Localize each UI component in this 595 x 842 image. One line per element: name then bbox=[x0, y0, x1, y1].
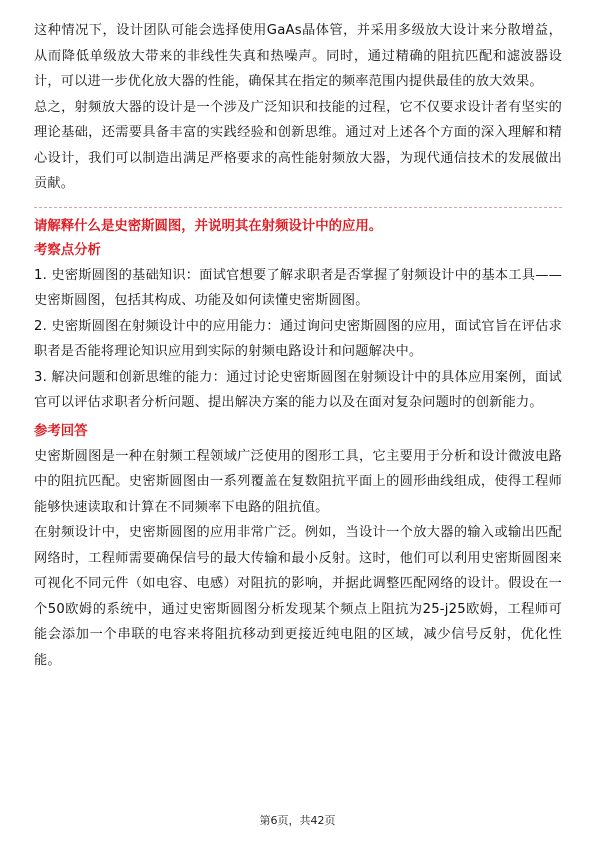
analysis-point: 2. 史密斯圆图在射频设计中的应用能力：通过询问史密斯圆图的应用，面试官旨在评估求职者是否能将理论知识应用到实际的射频电路设计和问题解决中。 bbox=[34, 318, 562, 359]
page-number-footer: 第6页，共42页 bbox=[259, 814, 336, 827]
document-page bbox=[34, 18, 562, 673]
answer-heading: 参考回答 bbox=[34, 423, 88, 439]
section-divider bbox=[34, 207, 562, 208]
intro-paragraph: 总之，射频放大器的设计是一个涉及广泛知识和技能的过程，它不仅要求设计者有坚实的理论基础，还需要具备丰富的实践经验和创新思维。通过对上述各个方面的深入理解和精心设计，我们可以制造出满足严格要求的高性能射频放大器，为现代通信技术的发展做出贡献。 bbox=[34, 99, 562, 191]
answer-paragraph: 史密斯圆图是一种在射频工程领域广泛使用的图形工具，它主要用于分析和设计微波电路中的阻抗匹配。史密斯圆图由一系列覆盖在复数阻抗平面上的圆形曲线组成，使得工程师能够快速读取和计算在不同频率下电路的阻抗值。 bbox=[34, 448, 562, 515]
analysis-point: 3. 解决问题和创新思维的能力：通过讨论史密斯圆图在射频设计中的具体应用案例，面试官可以评估求职者分析问题、提出解决方案的能力以及在面对复杂问题时的创新能力。 bbox=[34, 369, 562, 410]
analysis-heading: 考察点分析 bbox=[34, 242, 101, 258]
analysis-point: 1. 史密斯圆图的基础知识：面试官想要了解求职者是否掌握了射频设计中的基本工具——史密斯圆图，包括其构成、功能及如何读懂史密斯圆图。 bbox=[34, 267, 562, 308]
intro-paragraph: 这种情况下，设计团队可能会选择使用GaAs晶体管，并采用多级放大设计来分散增益，从而降低单级放大带来的非线性失真和热噪声。同时，通过精确的阻抗匹配和滤波器设计，可以进一步优化放大器的性能，确保其在指定的频率范围内提供最佳的放大效果。 bbox=[34, 23, 562, 89]
interview-question: 请解释什么是史密斯圆图，并说明其在射频设计中的应用。 bbox=[34, 218, 383, 234]
answer-paragraph: 在射频设计中，史密斯圆图的应用非常广泛。例如，当设计一个放大器的输入或输出匹配网络时，工程师需要确保信号的最大传输和最小反射。这时，他们可以利用史密斯圆图来可视化不同元件（如电容、电感）对阻抗的影响，并据此调整匹配网络的设计。假设在一个50欧姆的系统中，通过史密斯圆图分析发现某个频点上阻抗为25-j25欧姆，工程师可能会添加一个串联的电容来将阻抗移动到更接近纯电阻的区域，减少信号反射，优化性能。 bbox=[34, 525, 562, 668]
